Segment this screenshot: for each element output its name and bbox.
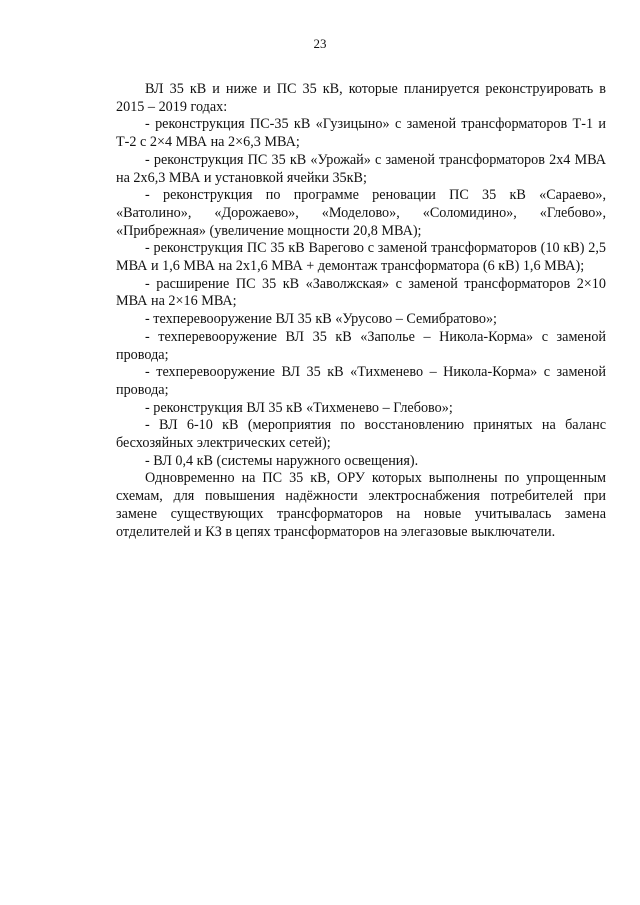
- list-item-urusovo: - техперевооружение ВЛ 35 кВ «Урусово – Семибратово»;: [145, 311, 497, 328]
- list-item-tikhmenevo-glebovo: - реконструкция ВЛ 35 кВ «Тихменево – Глебово»;: [145, 399, 453, 416]
- list-item-vl-04: - ВЛ 0,4 кВ (системы наружного освещения).: [145, 452, 419, 469]
- list-item-urozhai: - реконструкция ПС 35 кВ «Урожай» с заменой трансформаторов 2х4 МВА на 2х6,3 МВА и установкой ячейки 35кВ;: [116, 151, 606, 186]
- list-item-tikhmenevo-nikola: - техперевооружение ВЛ 35 кВ «Тихменево – Никола-Корма» с заменой провода;: [116, 364, 606, 398]
- list-item-zavolzhskaya: - расширение ПС 35 кВ «Заволжская» с заменой трансформаторов 2×10 МВА на 2×16 МВА;: [116, 275, 606, 310]
- paragraph-intro: ВЛ 35 кВ и ниже и ПС 35 кВ, которые планируется реконструировать в 2015 – 2019 годах:: [116, 81, 606, 115]
- list-item-renovation: - реконструкция по программе реновации ПС 35 кВ «Сараево», «Ватолино», «Дорожаево», «Моделово», «Соломидино», «Глебово», «Прибрежная» (увеличение мощности 20,8 МВА);: [116, 187, 606, 239]
- list-item-vl-6-10: - ВЛ 6-10 кВ (мероприятия по восстановлению принятых на баланс бесхозяйных электрических сетей);: [116, 417, 606, 452]
- page-number: 23: [313, 36, 327, 51]
- list-item-guzitsyno: - реконструкция ПС-35 кВ «Гузицыно» с заменой трансформаторов Т-1 и Т-2 с 2×4 МВА на 2×6,3 МВА;: [116, 116, 606, 151]
- document-body: [116, 81, 606, 541]
- list-item-varegovo: - реконструкция ПС 35 кВ Варегово с заменой трансформаторов (10 кВ) 2,5 МВА и 1,6 МВА на 2х1,6 МВА + демонтаж трансформатора (6 кВ) 1,6 МВА);: [116, 240, 606, 275]
- paragraph-conclusion: Одновременно на ПС 35 кВ, ОРУ которых выполнены по упрощенным схемам, для повышения надёжности электроснабжения потребителей при замене существующих трансформаторов на новые учитывалась замена отделителей и КЗ в цепях трансформаторов на элегазовые выключатели.: [116, 470, 606, 540]
- list-item-zapolye: - техперевооружение ВЛ 35 кВ «Заполье – Никола-Корма» с заменой провода;: [116, 328, 606, 363]
